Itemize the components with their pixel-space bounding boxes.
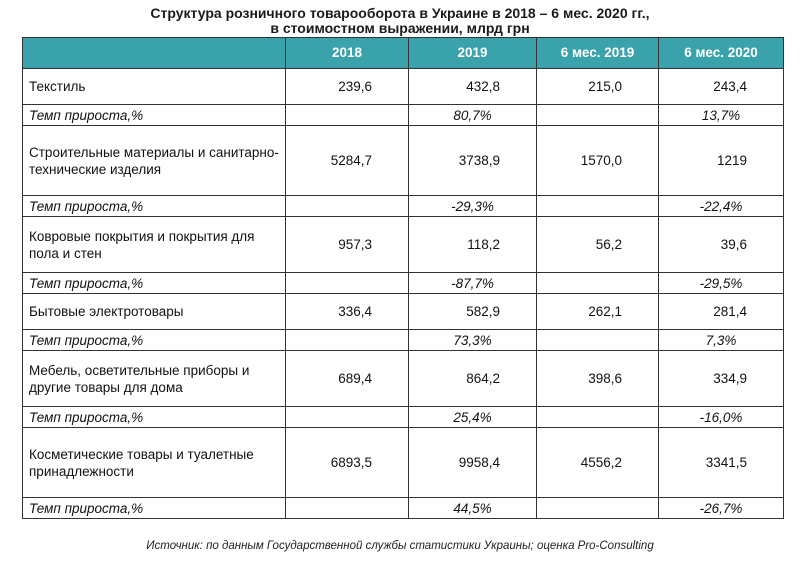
value-2019-cell: 80,7%	[409, 105, 537, 126]
value-2018-cell	[286, 273, 409, 294]
category-cell: Темп прироста,%	[23, 407, 286, 428]
value-2019-cell: 9958,4	[409, 428, 537, 498]
value-2019-cell: 432,8	[409, 69, 537, 105]
value-2019-cell: 25,4%	[409, 407, 537, 428]
value-2018-cell: 957,3	[286, 217, 409, 273]
value-6m-2019-cell	[537, 273, 659, 294]
title-line-1: Структура розничного товарооборота в Украине в 2018 – 6 мес. 2020 гг.,	[150, 5, 650, 21]
value-6m-2020-cell: 3341,5	[659, 428, 784, 498]
value-6m-2019-cell	[537, 196, 659, 217]
value-2019-cell: -29,3%	[409, 196, 537, 217]
growth-rate-row	[23, 273, 784, 294]
value-6m-2019-cell: 4556,2	[537, 428, 659, 498]
header-cell-2019: 2019	[409, 38, 537, 69]
growth-rate-row	[23, 407, 784, 428]
growth-rate-row	[23, 498, 784, 519]
value-6m-2020-cell: 39,6	[659, 217, 784, 273]
retail-structure-table	[22, 37, 784, 519]
value-2018-cell: 239,6	[286, 69, 409, 105]
category-cell: Текстиль	[23, 69, 286, 105]
value-6m-2019-cell: 215,0	[537, 69, 659, 105]
value-6m-2020-cell: -22,4%	[659, 196, 784, 217]
category-cell: Темп прироста,%	[23, 498, 286, 519]
value-6m-2020-cell: -16,0%	[659, 407, 784, 428]
value-6m-2020-cell: -29,5%	[659, 273, 784, 294]
header-row	[23, 38, 784, 69]
table-row	[23, 351, 784, 407]
header-cell-category	[23, 38, 286, 69]
value-6m-2020-cell: 1219	[659, 126, 784, 196]
category-cell: Мебель, осветительные приборы и другие товары для дома	[23, 351, 286, 407]
value-2019-cell: 864,2	[409, 351, 537, 407]
growth-rate-row	[23, 330, 784, 351]
category-cell: Темп прироста,%	[23, 330, 286, 351]
value-2018-cell	[286, 105, 409, 126]
table-row	[23, 126, 784, 196]
value-6m-2020-cell: 334,9	[659, 351, 784, 407]
source-note: Источник: по данным Государственной службы статистики Украины; оценка Pro-Consulting	[146, 540, 654, 552]
table-row	[23, 428, 784, 498]
value-2018-cell	[286, 498, 409, 519]
category-cell: Косметические товары и туалетные принадлежности	[23, 428, 286, 498]
header-cell-6m-2020: 6 мес. 2020	[659, 38, 784, 69]
value-6m-2020-cell: 7,3%	[659, 330, 784, 351]
table-row	[23, 69, 784, 105]
value-6m-2019-cell: 262,1	[537, 294, 659, 330]
value-2019-cell: -87,7%	[409, 273, 537, 294]
value-6m-2019-cell	[537, 407, 659, 428]
title-line-2: в стоимостном выражении, млрд грн	[270, 20, 530, 36]
value-2018-cell	[286, 196, 409, 217]
category-cell: Ковровые покрытия и покрытия для пола и стен	[23, 217, 286, 273]
value-6m-2019-cell	[537, 498, 659, 519]
table-row	[23, 294, 784, 330]
value-2018-cell	[286, 407, 409, 428]
category-cell: Бытовые электротовары	[23, 294, 286, 330]
value-6m-2020-cell: 243,4	[659, 69, 784, 105]
growth-rate-row	[23, 196, 784, 217]
value-2018-cell: 336,4	[286, 294, 409, 330]
value-6m-2019-cell	[537, 105, 659, 126]
value-2019-cell: 73,3%	[409, 330, 537, 351]
category-cell: Темп прироста,%	[23, 273, 286, 294]
value-2019-cell: 44,5%	[409, 498, 537, 519]
table-row	[23, 217, 784, 273]
category-cell: Строительные материалы и санитарно-технические изделия	[23, 126, 286, 196]
category-cell: Темп прироста,%	[23, 196, 286, 217]
value-2019-cell: 118,2	[409, 217, 537, 273]
header-cell-2018: 2018	[286, 38, 409, 69]
value-2018-cell: 689,4	[286, 351, 409, 407]
value-6m-2019-cell: 56,2	[537, 217, 659, 273]
value-2018-cell: 6893,5	[286, 428, 409, 498]
value-6m-2019-cell: 398,6	[537, 351, 659, 407]
value-2018-cell: 5284,7	[286, 126, 409, 196]
growth-rate-row	[23, 105, 784, 126]
value-6m-2019-cell	[537, 330, 659, 351]
value-6m-2019-cell: 1570,0	[537, 126, 659, 196]
value-2019-cell: 3738,9	[409, 126, 537, 196]
page-title	[0, 6, 800, 36]
header-cell-6m-2019: 6 мес. 2019	[537, 38, 659, 69]
value-6m-2020-cell: 13,7%	[659, 105, 784, 126]
value-6m-2020-cell: -26,7%	[659, 498, 784, 519]
value-2018-cell	[286, 330, 409, 351]
category-cell: Темп прироста,%	[23, 105, 286, 126]
value-6m-2020-cell: 281,4	[659, 294, 784, 330]
value-2019-cell: 582,9	[409, 294, 537, 330]
